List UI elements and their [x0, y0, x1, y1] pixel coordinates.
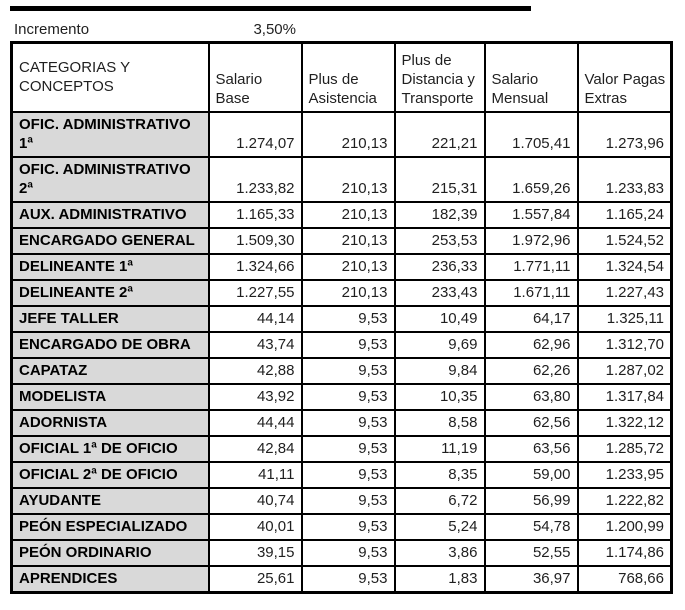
value-cell: 52,55 — [485, 540, 578, 566]
value-cell: 1.287,02 — [578, 358, 672, 384]
table-row — [12, 228, 672, 254]
category-cell: ENCARGADO DE OBRA — [12, 332, 209, 358]
value-cell: 210,13 — [302, 254, 395, 280]
value-cell: 36,97 — [485, 566, 578, 593]
category-cell: AYUDANTE — [12, 488, 209, 514]
table-row — [12, 254, 672, 280]
value-cell: 43,92 — [209, 384, 302, 410]
value-cell: 9,69 — [395, 332, 485, 358]
value-cell: 9,53 — [302, 488, 395, 514]
value-cell: 210,13 — [302, 280, 395, 306]
value-cell: 1,83 — [395, 566, 485, 593]
category-cell: JEFE TALLER — [12, 306, 209, 332]
category-cell: PEÓN ORDINARIO — [12, 540, 209, 566]
value-cell: 1.274,07 — [209, 112, 302, 157]
category-cell: PEÓN ESPECIALIZADO — [12, 514, 209, 540]
value-cell: 1.165,33 — [209, 202, 302, 228]
value-cell: 236,33 — [395, 254, 485, 280]
value-cell: 210,13 — [302, 202, 395, 228]
category-cell: DELINEANTE 2ª — [12, 280, 209, 306]
value-cell: 11,19 — [395, 436, 485, 462]
value-cell: 43,74 — [209, 332, 302, 358]
value-cell: 8,58 — [395, 410, 485, 436]
value-cell: 1.317,84 — [578, 384, 672, 410]
value-cell: 1.233,82 — [209, 157, 302, 202]
col-header-valor-pagas-extras: Valor Pagas Extras — [578, 43, 672, 112]
value-cell: 59,00 — [485, 462, 578, 488]
value-cell: 9,53 — [302, 540, 395, 566]
value-cell: 9,53 — [302, 436, 395, 462]
value-cell: 1.165,24 — [578, 202, 672, 228]
category-cell: OFICIAL 1ª DE OFICIO — [12, 436, 209, 462]
salary-table — [10, 41, 673, 594]
value-cell: 1.322,12 — [578, 410, 672, 436]
value-cell: 1.509,30 — [209, 228, 302, 254]
value-cell: 1.233,95 — [578, 462, 672, 488]
value-cell: 10,35 — [395, 384, 485, 410]
category-cell: OFIC. ADMINISTRATIVO 1ª — [12, 112, 209, 157]
value-cell: 9,53 — [302, 514, 395, 540]
table-row — [12, 280, 672, 306]
value-cell: 56,99 — [485, 488, 578, 514]
value-cell: 1.200,99 — [578, 514, 672, 540]
value-cell: 9,53 — [302, 358, 395, 384]
value-cell: 1.972,96 — [485, 228, 578, 254]
table-row — [12, 566, 672, 593]
header-row — [12, 43, 672, 112]
value-cell: 1.227,55 — [209, 280, 302, 306]
value-cell: 62,56 — [485, 410, 578, 436]
value-cell: 1.771,11 — [485, 254, 578, 280]
table-row — [12, 410, 672, 436]
value-cell: 1.557,84 — [485, 202, 578, 228]
increment-label: Incremento — [14, 21, 90, 38]
table-row — [12, 332, 672, 358]
value-cell: 1.659,26 — [485, 157, 578, 202]
value-cell: 1.325,11 — [578, 306, 672, 332]
category-cell: ENCARGADO GENERAL — [12, 228, 209, 254]
value-cell: 1.324,54 — [578, 254, 672, 280]
table-row — [12, 112, 672, 157]
value-cell: 42,88 — [209, 358, 302, 384]
category-cell: MODELISTA — [12, 384, 209, 410]
category-cell: APRENDICES — [12, 566, 209, 593]
category-cell: ADORNISTA — [12, 410, 209, 436]
value-cell: 1.174,86 — [578, 540, 672, 566]
value-cell: 64,17 — [485, 306, 578, 332]
col-header-plus-distancia-transporte: Plus de Distancia y Transporte — [395, 43, 485, 112]
col-header-plus-asistencia: Plus de Asistencia — [302, 43, 395, 112]
value-cell: 221,21 — [395, 112, 485, 157]
value-cell: 5,24 — [395, 514, 485, 540]
value-cell: 1.227,43 — [578, 280, 672, 306]
col-header-salario-mensual: Salario Mensual — [485, 43, 578, 112]
value-cell: 9,53 — [302, 462, 395, 488]
increment-value: 3,50% — [253, 21, 296, 38]
value-cell: 1.671,11 — [485, 280, 578, 306]
value-cell: 1.233,83 — [578, 157, 672, 202]
col-header-salario-base: Salario Base — [209, 43, 302, 112]
table-body — [12, 112, 672, 593]
value-cell: 63,56 — [485, 436, 578, 462]
value-cell: 1.285,72 — [578, 436, 672, 462]
value-cell: 1.273,96 — [578, 112, 672, 157]
value-cell: 10,49 — [395, 306, 485, 332]
value-cell: 9,53 — [302, 384, 395, 410]
category-cell: AUX. ADMINISTRATIVO — [12, 202, 209, 228]
top-edge-border — [10, 6, 531, 11]
value-cell: 44,14 — [209, 306, 302, 332]
value-cell: 9,53 — [302, 332, 395, 358]
category-cell: CAPATAZ — [12, 358, 209, 384]
value-cell: 9,53 — [302, 306, 395, 332]
table-row — [12, 306, 672, 332]
value-cell: 182,39 — [395, 202, 485, 228]
value-cell: 9,84 — [395, 358, 485, 384]
increment-row — [14, 21, 296, 39]
value-cell: 54,78 — [485, 514, 578, 540]
value-cell: 1.524,52 — [578, 228, 672, 254]
table-row — [12, 462, 672, 488]
value-cell: 44,44 — [209, 410, 302, 436]
col-header-categorias-y-conceptos: CATEGORIAS Y CONCEPTOS — [12, 43, 209, 112]
category-cell: OFICIAL 2ª DE OFICIO — [12, 462, 209, 488]
value-cell: 63,80 — [485, 384, 578, 410]
table-row — [12, 514, 672, 540]
value-cell: 1.312,70 — [578, 332, 672, 358]
value-cell: 6,72 — [395, 488, 485, 514]
table-row — [12, 436, 672, 462]
value-cell: 39,15 — [209, 540, 302, 566]
value-cell: 40,74 — [209, 488, 302, 514]
value-cell: 1.705,41 — [485, 112, 578, 157]
table-row — [12, 157, 672, 202]
value-cell: 1.324,66 — [209, 254, 302, 280]
value-cell: 1.222,82 — [578, 488, 672, 514]
value-cell: 9,53 — [302, 410, 395, 436]
value-cell: 233,43 — [395, 280, 485, 306]
table-row — [12, 540, 672, 566]
value-cell: 41,11 — [209, 462, 302, 488]
value-cell: 210,13 — [302, 228, 395, 254]
value-cell: 40,01 — [209, 514, 302, 540]
value-cell: 9,53 — [302, 566, 395, 593]
value-cell: 253,53 — [395, 228, 485, 254]
value-cell: 62,96 — [485, 332, 578, 358]
value-cell: 768,66 — [578, 566, 672, 593]
value-cell: 210,13 — [302, 112, 395, 157]
value-cell: 25,61 — [209, 566, 302, 593]
value-cell: 215,31 — [395, 157, 485, 202]
value-cell: 8,35 — [395, 462, 485, 488]
value-cell: 210,13 — [302, 157, 395, 202]
table-row — [12, 358, 672, 384]
value-cell: 3,86 — [395, 540, 485, 566]
value-cell: 42,84 — [209, 436, 302, 462]
table-row — [12, 488, 672, 514]
table-row — [12, 384, 672, 410]
table-row — [12, 202, 672, 228]
category-cell: DELINEANTE 1ª — [12, 254, 209, 280]
value-cell: 62,26 — [485, 358, 578, 384]
category-cell: OFIC. ADMINISTRATIVO 2ª — [12, 157, 209, 202]
